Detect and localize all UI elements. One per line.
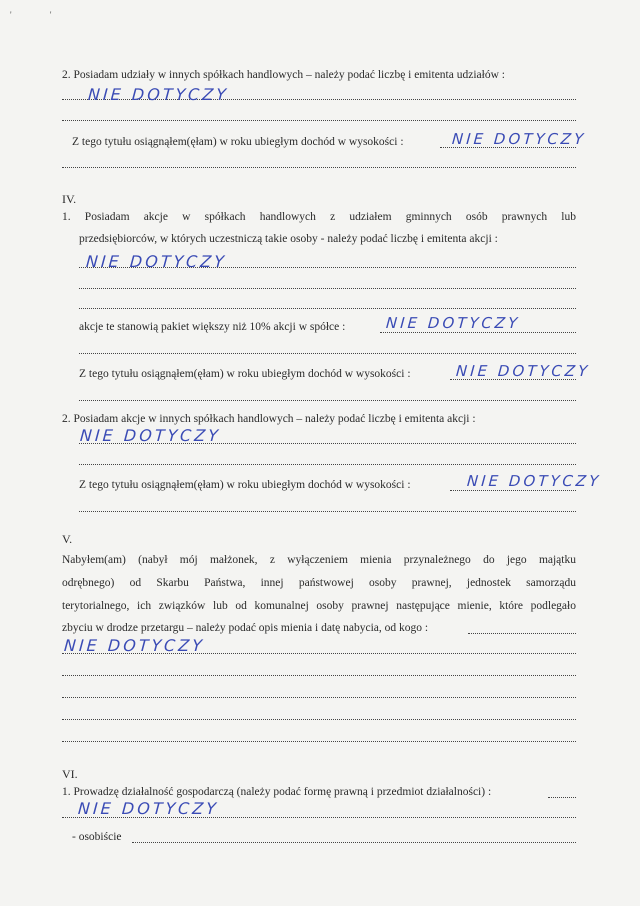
s5-line3: terytorialnego, ich związków lub od komunalnej osoby prawnej następujące mienie, które podlegało bbox=[62, 600, 576, 612]
s4-item2-line2 bbox=[79, 463, 576, 465]
s6-personal-text: - osobiście bbox=[72, 831, 122, 843]
s6-answer-line1 bbox=[62, 816, 576, 818]
section-iv-heading: IV. bbox=[62, 192, 77, 206]
section-v-heading: V. bbox=[62, 532, 73, 546]
handwritten-answer: NIE DOTYCZY bbox=[85, 252, 228, 271]
s6-item1-dots bbox=[548, 796, 576, 798]
handwritten-answer: NIE DOTYCZY bbox=[455, 362, 591, 380]
s4-item1-line1: 1. Posiadam akcje w spółkach handlowych z udziałem gminnych osób prawnych lub bbox=[62, 211, 576, 223]
s4-item1-line2: przedsiębiorców, w których uczestniczą takie osoby - należy podać liczbę i emitenta akcji : bbox=[79, 233, 498, 245]
s4-income2-text: Z tego tytułu osiągnąłem(ęłam) w roku ubiegłym dochód w wysokości : bbox=[79, 479, 411, 491]
s2-income-text: Z tego tytułu osiągnąłem(ęłam) w roku ubiegłym dochód w wysokości : bbox=[72, 136, 404, 148]
handwritten-answer: NIE DOTYCZY bbox=[77, 799, 220, 818]
s6-item1-text: 1. Prowadzę działalność gospodarczą (należy podać formę prawną i przedmiot działalności) : bbox=[62, 786, 492, 798]
s4-income2-line2 bbox=[79, 510, 576, 512]
s5-line1: Nabyłem(am) (nabył mój małżonek, z wyłączeniem mienia przynależnego do jego majątku bbox=[62, 554, 576, 566]
s4-answer-line2 bbox=[79, 287, 576, 289]
s4-income-text: Z tego tytułu osiągnąłem(ęłam) w roku ubiegłym dochód w wysokości : bbox=[79, 368, 411, 380]
handwritten-answer: NIE DOTYCZY bbox=[63, 636, 206, 655]
s4-answer-line3 bbox=[79, 307, 576, 309]
handwritten-answer: NIE DOTYCZY bbox=[385, 314, 521, 332]
handwritten-answer: NIE DOTYCZY bbox=[87, 85, 230, 104]
s5-answer-line1 bbox=[62, 652, 576, 654]
s4-answer-line1 bbox=[79, 266, 576, 268]
s4-share-text: akcje te stanowią pakiet większy niż 10% akcji w spółce : bbox=[79, 321, 346, 333]
section-vi-heading: VI. bbox=[62, 767, 78, 781]
s6-personal-line bbox=[132, 841, 576, 843]
s4-share-line2 bbox=[79, 352, 576, 354]
handwritten-answer: NIE DOTYCZY bbox=[79, 426, 222, 445]
handwritten-answer: NIE DOTYCZY bbox=[451, 130, 587, 148]
s5-answer-line5 bbox=[62, 740, 576, 742]
s5-line2: odrębnego) od Skarbu Państwa, innej państwowej osoby prawnej, jednostek samorządu bbox=[62, 577, 576, 589]
handwritten-answer: NIE DOTYCZY bbox=[466, 472, 602, 490]
s5-answer-line4 bbox=[62, 718, 576, 720]
s5-answer-line2 bbox=[62, 674, 576, 676]
s5-line4-dots bbox=[468, 632, 576, 634]
s4-item2-line1 bbox=[79, 442, 576, 444]
s2-item2-line2 bbox=[62, 119, 576, 121]
s4-item2-text: 2. Posiadam akcje w innych spółkach handlowych – należy podać liczbę i emitenta akcji : bbox=[62, 413, 476, 425]
s2-income-line2 bbox=[62, 166, 576, 168]
s4-income-line2 bbox=[79, 399, 576, 401]
s2-item2-text: 2. Posiadam udziały w innych spółkach handlowych – należy podać liczbę i emitenta udziałów : bbox=[62, 69, 505, 81]
s5-line4: zbyciu w drodze przetargu – należy podać opis mienia i datę nabycia, od kogo : bbox=[62, 622, 429, 634]
scan-specks: ' ' bbox=[10, 10, 70, 20]
s5-answer-line3 bbox=[62, 696, 576, 698]
